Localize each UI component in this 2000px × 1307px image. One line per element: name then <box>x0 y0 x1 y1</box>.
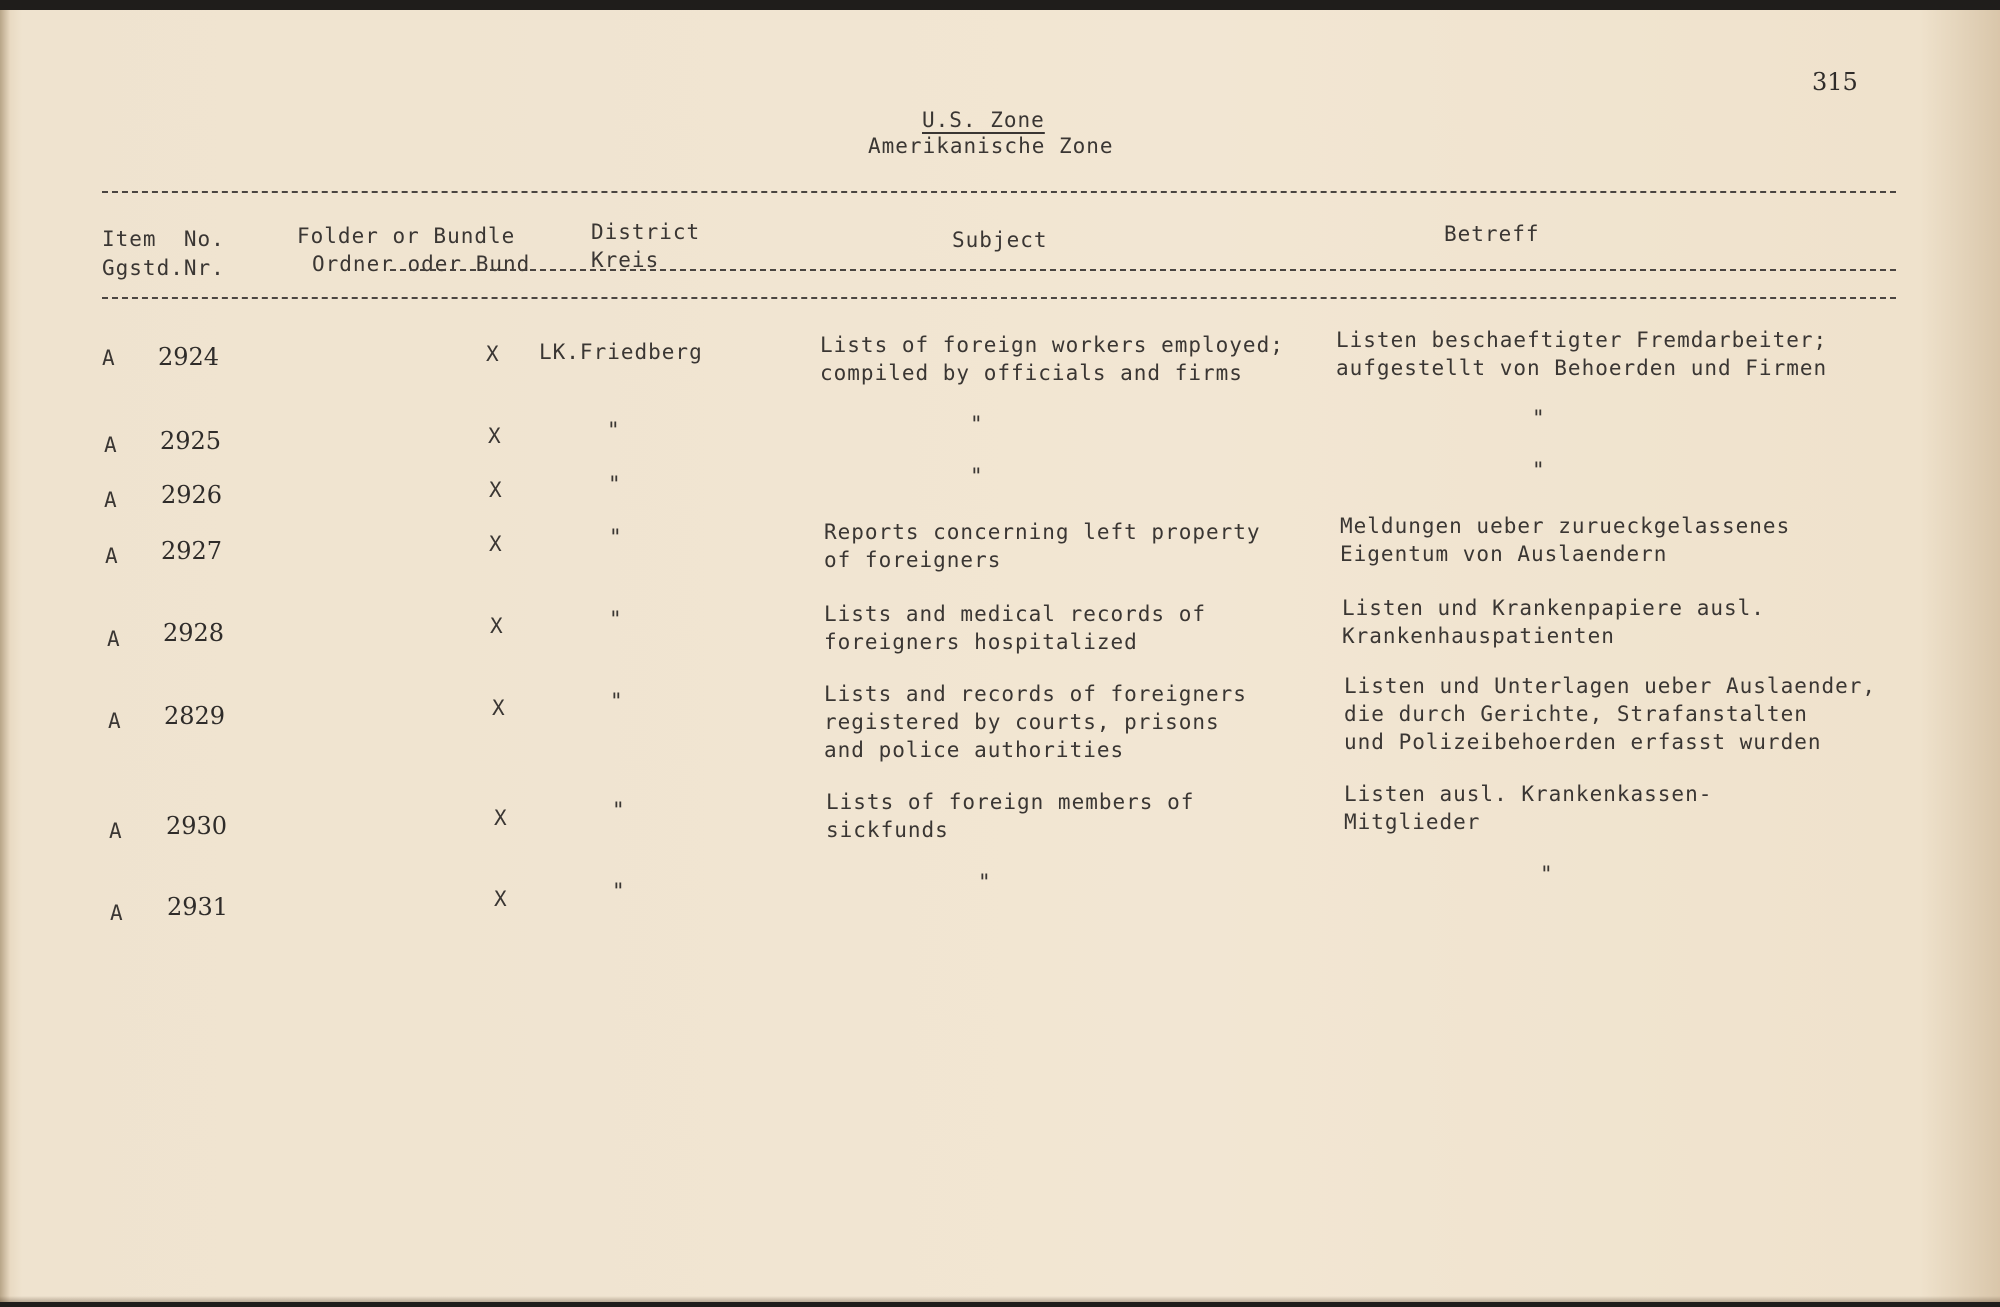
district: " <box>612 879 626 903</box>
folder-mark: X <box>488 424 502 448</box>
district: LK.Friedberg <box>539 340 703 364</box>
district: " <box>608 472 622 496</box>
subject-text: Lists and medical records of foreigners hospitalized <box>824 602 1207 654</box>
header-bottom-rule <box>102 297 1896 299</box>
district: " <box>609 525 623 549</box>
folder-mark: X <box>486 342 500 366</box>
item-number: 2931 <box>167 893 229 921</box>
betreff-text: Listen und Unterlagen ueber Auslaender, die durch Gerichte, Strafanstalten und Polizeibehoerden erfasst wurden <box>1344 674 1877 754</box>
subject-text: " <box>978 870 992 894</box>
item-letter: A <box>107 627 121 651</box>
item-letter: A <box>104 488 118 512</box>
page-subtitle: Amerikanische Zone <box>868 134 1114 158</box>
header-folder-en: Folder or Bundle <box>297 224 516 248</box>
page-bottom-edge <box>0 1296 2000 1302</box>
item-number: 2930 <box>166 812 228 840</box>
folder-mark: X <box>489 532 503 556</box>
header-district-de: Kreis <box>591 248 660 272</box>
betreff-text: Listen beschaeftigter Fremdarbeiter; aufgestellt von Behoerden und Firmen <box>1336 328 1828 380</box>
item-number: 2927 <box>161 537 223 565</box>
item-letter: A <box>110 901 124 925</box>
subject-text: " <box>970 412 984 436</box>
page-number: 315 <box>1812 68 1858 96</box>
header-district-en: District <box>591 220 701 244</box>
header-mid-rule <box>390 269 1896 271</box>
betreff-text: " <box>1532 458 1546 482</box>
betreff-text: " <box>1532 406 1546 430</box>
page-title: U.S. Zone <box>922 108 1045 132</box>
folder-mark: X <box>489 478 503 502</box>
betreff-text: Listen ausl. Krankenkassen- Mitglieder <box>1344 782 1713 834</box>
subject-text: Lists of foreign workers employed; compiled by officials and firms <box>820 333 1284 385</box>
item-letter: A <box>105 544 119 568</box>
district: " <box>612 798 626 822</box>
item-number: 2829 <box>164 702 226 730</box>
item-letter: A <box>104 433 118 457</box>
item-number: 2926 <box>161 481 223 509</box>
folder-mark: X <box>492 696 506 720</box>
item-letter: A <box>108 709 122 733</box>
header-top-rule <box>102 191 1896 193</box>
item-letter: A <box>102 346 116 370</box>
header-folder-de: Ordner oder Bund <box>312 252 531 276</box>
subject-text: Lists of foreign members of sickfunds <box>826 790 1195 842</box>
subject-text: " <box>970 464 984 488</box>
binding-edge <box>0 10 10 1302</box>
district: " <box>607 418 621 442</box>
betreff-text: Listen und Krankenpapiere ausl. Krankenhauspatienten <box>1342 596 1765 648</box>
header-betreff: Betreff <box>1444 222 1540 246</box>
folder-mark: X <box>490 614 504 638</box>
betreff-text: Meldungen ueber zurueckgelassenes Eigentum von Auslaendern <box>1340 514 1791 566</box>
item-number: 2924 <box>158 343 220 371</box>
subject-text: Lists and records of foreigners registered by courts, prisons and police authorities <box>824 682 1247 762</box>
document-page <box>0 10 2000 1302</box>
betreff-text: " <box>1540 862 1554 886</box>
header-subject: Subject <box>952 228 1048 252</box>
item-number: 2928 <box>163 619 225 647</box>
district: " <box>609 607 623 631</box>
district: " <box>610 689 624 713</box>
subject-text: Reports concerning left property of foreigners <box>824 520 1261 572</box>
header-item-de: Ggstd.Nr. <box>102 256 225 280</box>
folder-mark: X <box>494 887 508 911</box>
item-letter: A <box>109 819 123 843</box>
folder-mark: X <box>494 806 508 830</box>
item-number: 2925 <box>160 427 222 455</box>
header-item-en: Item No. <box>102 227 225 251</box>
